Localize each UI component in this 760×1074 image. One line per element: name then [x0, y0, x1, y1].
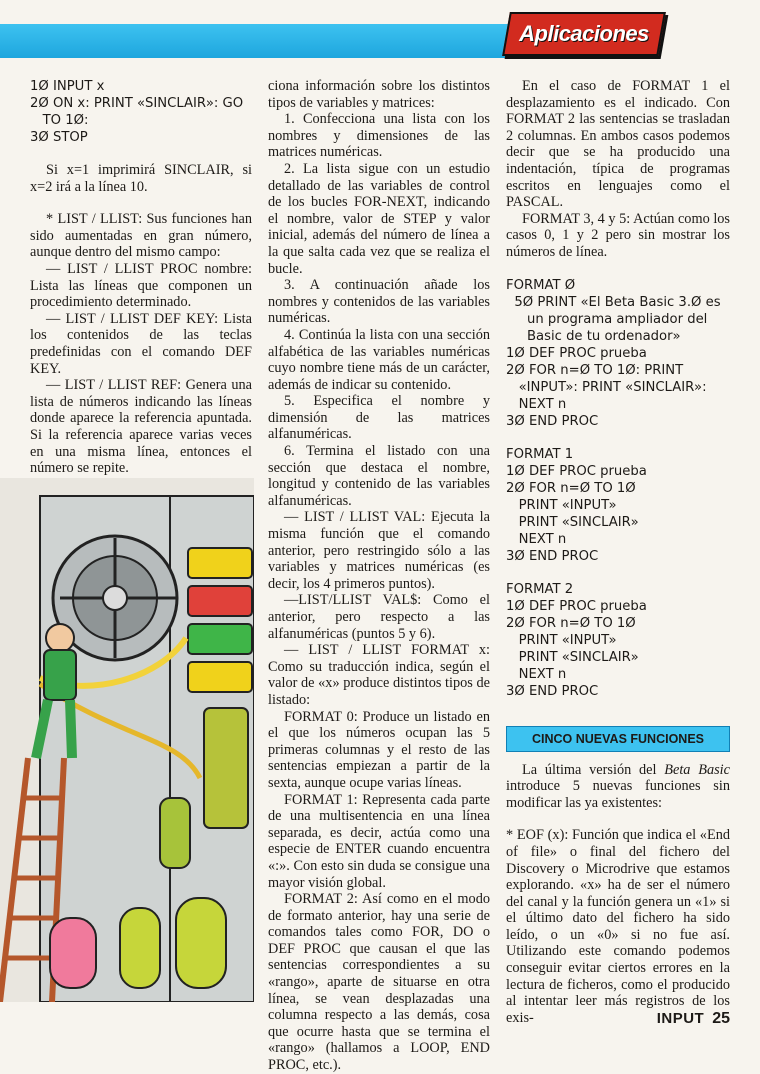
paragraph: Si x=1 imprimirá SINCLAIR, si x=2 irá a la línea 10.: [30, 162, 252, 195]
code-line: 3Ø END PROC: [506, 683, 599, 699]
paragraph: 4. Continúa la lista con una sección alfabética de las variables numéricas cuyo nombre tiene más de un carácter, además de indicar su contenido.: [268, 326, 490, 393]
section-title: Aplicaciones: [519, 21, 649, 46]
code-line: 2Ø FOR n=Ø TO 1Ø: [506, 480, 636, 496]
code-line: PRINT «INPUT»: [506, 632, 617, 648]
column-2: [268, 78, 490, 1074]
code-listing-format-0: [506, 277, 730, 430]
code-line: FORMAT 2: [506, 581, 574, 597]
code-line: 2Ø FOR n=Ø TO 1Ø: PRINT: [506, 362, 684, 378]
box-intro: [506, 762, 730, 812]
paragraph: —LIST/LLIST VAL$: Como el anterior, pero respecto a las alfanuméricas (puntos 5 y 6).: [268, 592, 490, 642]
paragraph: 5. Especifica el nombre y dimensión de las matrices alfanuméricas.: [268, 393, 490, 443]
paragraph: 3. A continuación añade los nombres y contenidos de las variables numéricas.: [268, 277, 490, 327]
paragraph: FORMAT 2: Así como en el modo de formato anterior, hay una serie de comandos tales como FOR, DO o DEF PROC que causan el que las sentencias correspondientes a su «rango», aparte de situarse en otra línea, se vean desplazadas una columna respecto a las demás, cosa que ocurre hasta que se termina el «rango» (hallamos a LOOP, END PROC, etc.).: [268, 891, 490, 1074]
paragraph: 6. Termina el listado con una sección que destaca el nombre, longitud y contenido de las variables alfanuméricas.: [268, 443, 490, 509]
magazine-name: INPUT: [656, 1010, 705, 1027]
code-line: PRINT «INPUT»: [506, 497, 617, 513]
code-line: TO 1Ø:: [30, 113, 89, 128]
paragraph: — LIST / LLIST VAL: Ejecuta la misma función que el comando anterior, pero restringido sólo a las variables y matrices numéricas (es decir, los 4 primeros puntos).: [268, 509, 490, 592]
code-line: PRINT «SINCLAIR»: [506, 514, 639, 530]
code-line: PRINT «SINCLAIR»: [506, 649, 639, 665]
code-line: NEXT n: [506, 531, 567, 547]
paragraph: ciona información sobre los distintos tipos de variables y matrices:: [268, 78, 490, 111]
code-listing-format-1: [506, 446, 730, 565]
code-line: 1Ø DEF PROC prueba: [506, 463, 647, 479]
illustration: [0, 478, 254, 1002]
page-number: 25: [712, 1010, 730, 1027]
paragraph: — LIST / LLIST DEF KEY: Lista los contenidos de las teclas predefinidas con el comando DEF KEY.: [30, 310, 252, 377]
code-line: 3Ø STOP: [30, 130, 88, 145]
product-name: Beta Basic: [664, 761, 730, 778]
paragraph: FORMAT 3, 4 y 5: Actúan como los casos 0, 1 y 2 pero sin mostrar los números de línea.: [506, 210, 730, 260]
paragraph: FORMAT 0: Produce un listado en el que los números ocupan las 5 primeras columnas y el resto de las sentencias empiezan a partir de la sexta, aunque ocupe varias líneas.: [268, 708, 490, 791]
code-line: NEXT n: [506, 396, 567, 412]
text-run: La última versión del: [522, 761, 665, 778]
code-line: 3Ø END PROC: [506, 413, 599, 429]
column-1: [30, 78, 252, 493]
paragraph: 2. La lista sigue con un estudio detallado de las variables de control de los bucles FOR-NEXT, indicando el nombre, valor de STEP y valor inicial, además del número de línea a la que salta cada vez que se realiza el bucle.: [268, 160, 490, 277]
code-line: un programa ampliador del: [506, 311, 708, 327]
paragraph: FORMAT 1: Representa cada parte de una multisentencia en una línea separada, es decir, actúa como una especie de ENTER cuando encuentra «:». Con esto sin duda se consigue una mayor visión global.: [268, 791, 490, 891]
paragraph: 1. Confecciona una lista con los nombres y dimensiones de las matrices numéricas.: [268, 111, 490, 161]
code-line: 3Ø END PROC: [506, 548, 599, 564]
paragraph: En el caso de FORMAT 1 el desplazamiento es el indicado. Con FORMAT 2 las sentencias se trasladan 2 columnas. En ambos casos podemos decir que se ha producido una indentación, típica de programas escritos en lenguajes como el PASCAL.: [506, 78, 730, 211]
code-line: FORMAT 1: [506, 446, 574, 462]
column-3: [506, 78, 730, 1026]
section-tab: [502, 12, 666, 56]
code-line: 2Ø ON x: PRINT «SINCLAIR»: GO: [30, 96, 244, 111]
code-line: Basic de tu ordenador»: [506, 328, 681, 344]
code-line: 1Ø DEF PROC prueba: [506, 598, 647, 614]
code-line: 5Ø PRINT «El Beta Basic 3.Ø es: [506, 294, 721, 310]
paragraph: * LIST / LLIST: Sus funciones han sido aumentadas en gran número, aunque dentro del mismo campo:: [30, 211, 252, 261]
code-listing-format-2: [506, 581, 730, 700]
code-line: «INPUT»: PRINT «SINCLAIR»:: [506, 379, 707, 395]
code-listing-on-goto: [30, 78, 252, 146]
code-line: 1Ø INPUT x: [30, 79, 105, 94]
paragraph: — LIST / LLIST PROC nombre: Lista las líneas que componen un procedimiento determinado.: [30, 260, 252, 311]
code-line: FORMAT Ø: [506, 277, 576, 293]
footer: [620, 1010, 730, 1028]
code-line: 2Ø FOR n=Ø TO 1Ø: [506, 615, 636, 631]
paragraph: — LIST / LLIST REF: Genera una lista de números indicando las líneas donde aparece la referencia apuntada. Si la referencia aparece varias veces en una misma línea, entonces el número se repite.: [30, 377, 252, 477]
box-heading: CINCO NUEVAS FUNCIONES: [506, 726, 730, 752]
paragraph: — LIST / LLIST FORMAT x: Como su traducción indica, según el valor de «x» produce distintos tipos de listado:: [268, 642, 490, 708]
code-line: 1Ø DEF PROC prueba: [506, 345, 647, 361]
text-run: introduce 5 nuevas funciones sin modificar las ya existentes:: [506, 778, 730, 811]
code-line: NEXT n: [506, 666, 567, 682]
paragraph-eof: * EOF (x): Función que indica el «End of file» o final del fichero del Discovery o Microdrive que estamos explorando. «x» ha de ser el número del canal y la función genera un «1» si el último dato del fichero ha sido leído, o un «0» si no fue así. Utilizando este comando podemos conseguir evitar ciertos errores en la lectura de ficheros, como el producido al intentar leer más registros de los exis-: [506, 827, 730, 1026]
